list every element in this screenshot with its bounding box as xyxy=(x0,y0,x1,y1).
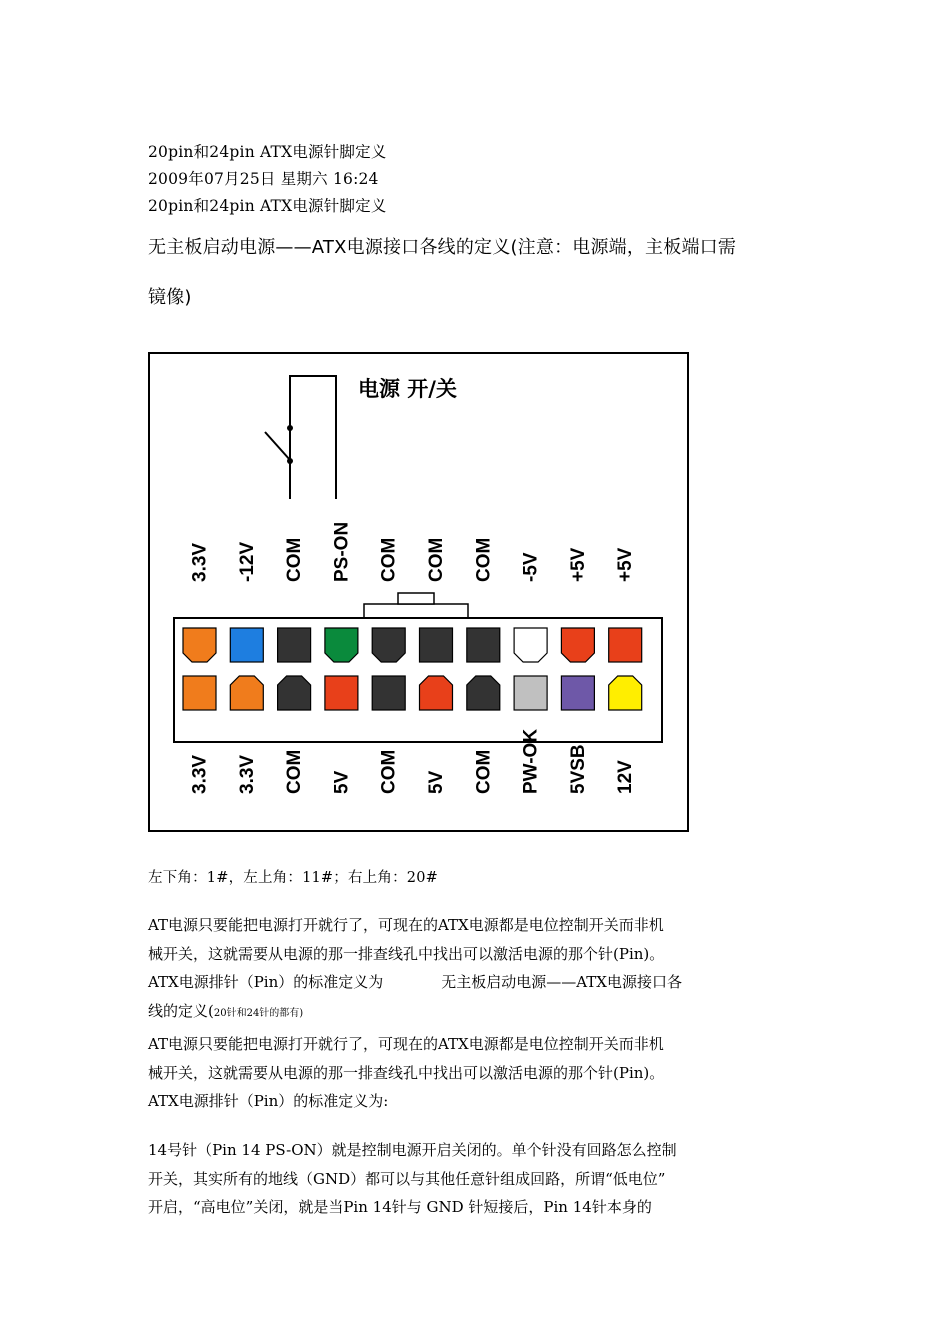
doc-subtitle: 20pin和24pin ATX电源针脚定义 xyxy=(148,197,387,215)
atx-connector-diagram xyxy=(148,352,689,832)
text-line: 14号针（Pin 14 PS-ON）就是控制电源开启关闭的。单个针没有回路怎么控制 xyxy=(148,1141,677,1159)
pin-label-top: 3.3V xyxy=(189,542,211,582)
pin-label-bottom: 12V xyxy=(615,760,637,794)
connector-pin-top xyxy=(609,628,642,662)
connector-pin-bottom xyxy=(325,676,358,710)
connector-pin-bottom xyxy=(372,676,405,710)
pin-label-top: +5V xyxy=(567,547,589,582)
body-paragraph-2 xyxy=(148,1030,808,1116)
connector-pin-bottom xyxy=(561,676,594,710)
connector-pin-bottom xyxy=(514,676,547,710)
text-span: 线的定义( xyxy=(148,1001,214,1020)
connector-pin-bottom xyxy=(230,676,263,710)
switch-label: 电源 开/关 xyxy=(358,377,457,401)
text-span: ATX电源排针（Pin）的标准定义为 xyxy=(148,973,384,991)
pin-label-top: COM xyxy=(284,537,306,582)
text-line: AT电源只要能把电源打开就行了，可现在的ATX电源都是电位控制开关而非机 xyxy=(148,1035,664,1053)
pin-label-top: -12V xyxy=(236,541,258,582)
connector-pin-top xyxy=(467,628,500,662)
doc-title: 20pin和24pin ATX电源针脚定义 xyxy=(148,143,387,161)
pin-caption: 左下角：1#，左上角：11#；右上角：20# xyxy=(148,870,438,886)
switch-symbol xyxy=(265,422,293,464)
text-line xyxy=(148,997,808,1029)
pin-label-bottom: PW-OK xyxy=(520,728,542,794)
connector-pin-top xyxy=(230,628,263,662)
connector-housing xyxy=(174,593,662,742)
connector-pin-top xyxy=(183,628,216,662)
text-line: 开关，其实所有的地线（GND）都可以与其他任意针组成回路，所谓“低电位” xyxy=(148,1169,666,1188)
pin-label-bottom: COM xyxy=(378,749,400,794)
doc-date: 2009年07月25日 星期六 16:24 xyxy=(148,170,379,188)
pin-label-bottom: COM xyxy=(473,749,495,794)
text-line: 械开关，这就需要从电源的那一排查线孔中找出可以激活电源的那个针(Pin)。 xyxy=(148,1063,665,1082)
small-note: 20针和24针的都有) xyxy=(213,1007,304,1019)
connector-pin-top xyxy=(278,628,311,662)
body-paragraph-3 xyxy=(148,1136,808,1222)
pin-label-bottom: 5V xyxy=(426,770,447,794)
pin-label-bottom: 5V xyxy=(331,770,353,794)
pin-label-bottom: 3.3V xyxy=(189,754,211,794)
pin-label-bottom: 5VSB xyxy=(567,744,589,794)
pin-label-top: COM xyxy=(473,537,495,582)
connector-pin-top xyxy=(420,628,453,662)
text-line xyxy=(148,968,808,997)
pin-label-top: PS-ON xyxy=(331,521,353,582)
connector-pin-top xyxy=(325,628,358,662)
connector-pin-top xyxy=(561,628,594,662)
connector-pin-top xyxy=(514,628,547,662)
intro-line-1: 无主板启动电源——ATX电源接口各线的定义(注意：电源端，主板端口需 xyxy=(148,237,737,258)
text-line: ATX电源排针（Pin）的标准定义为: xyxy=(148,1092,389,1110)
connector-pin-bottom xyxy=(420,676,453,710)
text-line: 械开关，这就需要从电源的那一排查线孔中找出可以激活电源的那个针(Pin)。 xyxy=(148,944,665,963)
connector-pin-bottom xyxy=(467,676,500,710)
body-paragraph-1 xyxy=(148,911,808,1028)
text-line: AT电源只要能把电源打开就行了，可现在的ATX电源都是电位控制开关而非机 xyxy=(148,916,664,934)
connector-pin-bottom xyxy=(183,676,216,710)
text-line: 开启，“高电位”关闭，就是当Pin 14针与 GND 针短接后，Pin 14针本身的 xyxy=(148,1198,652,1216)
pin-label-bottom: 3.3V xyxy=(236,754,258,794)
connector-pin-bottom xyxy=(278,676,311,710)
pin-label-top: +5V xyxy=(615,547,637,582)
intro-line-2: 镜像) xyxy=(148,287,192,308)
text-span: 无主板启动电源——ATX电源接口各 xyxy=(441,973,682,991)
pin-label-top: COM xyxy=(378,537,400,582)
connector-pin-top xyxy=(372,628,405,662)
pin-label-bottom: COM xyxy=(284,749,306,794)
connector-pin-bottom xyxy=(609,676,642,710)
pin-label-top: -5V xyxy=(520,552,542,582)
pin-label-top: COM xyxy=(426,537,447,582)
